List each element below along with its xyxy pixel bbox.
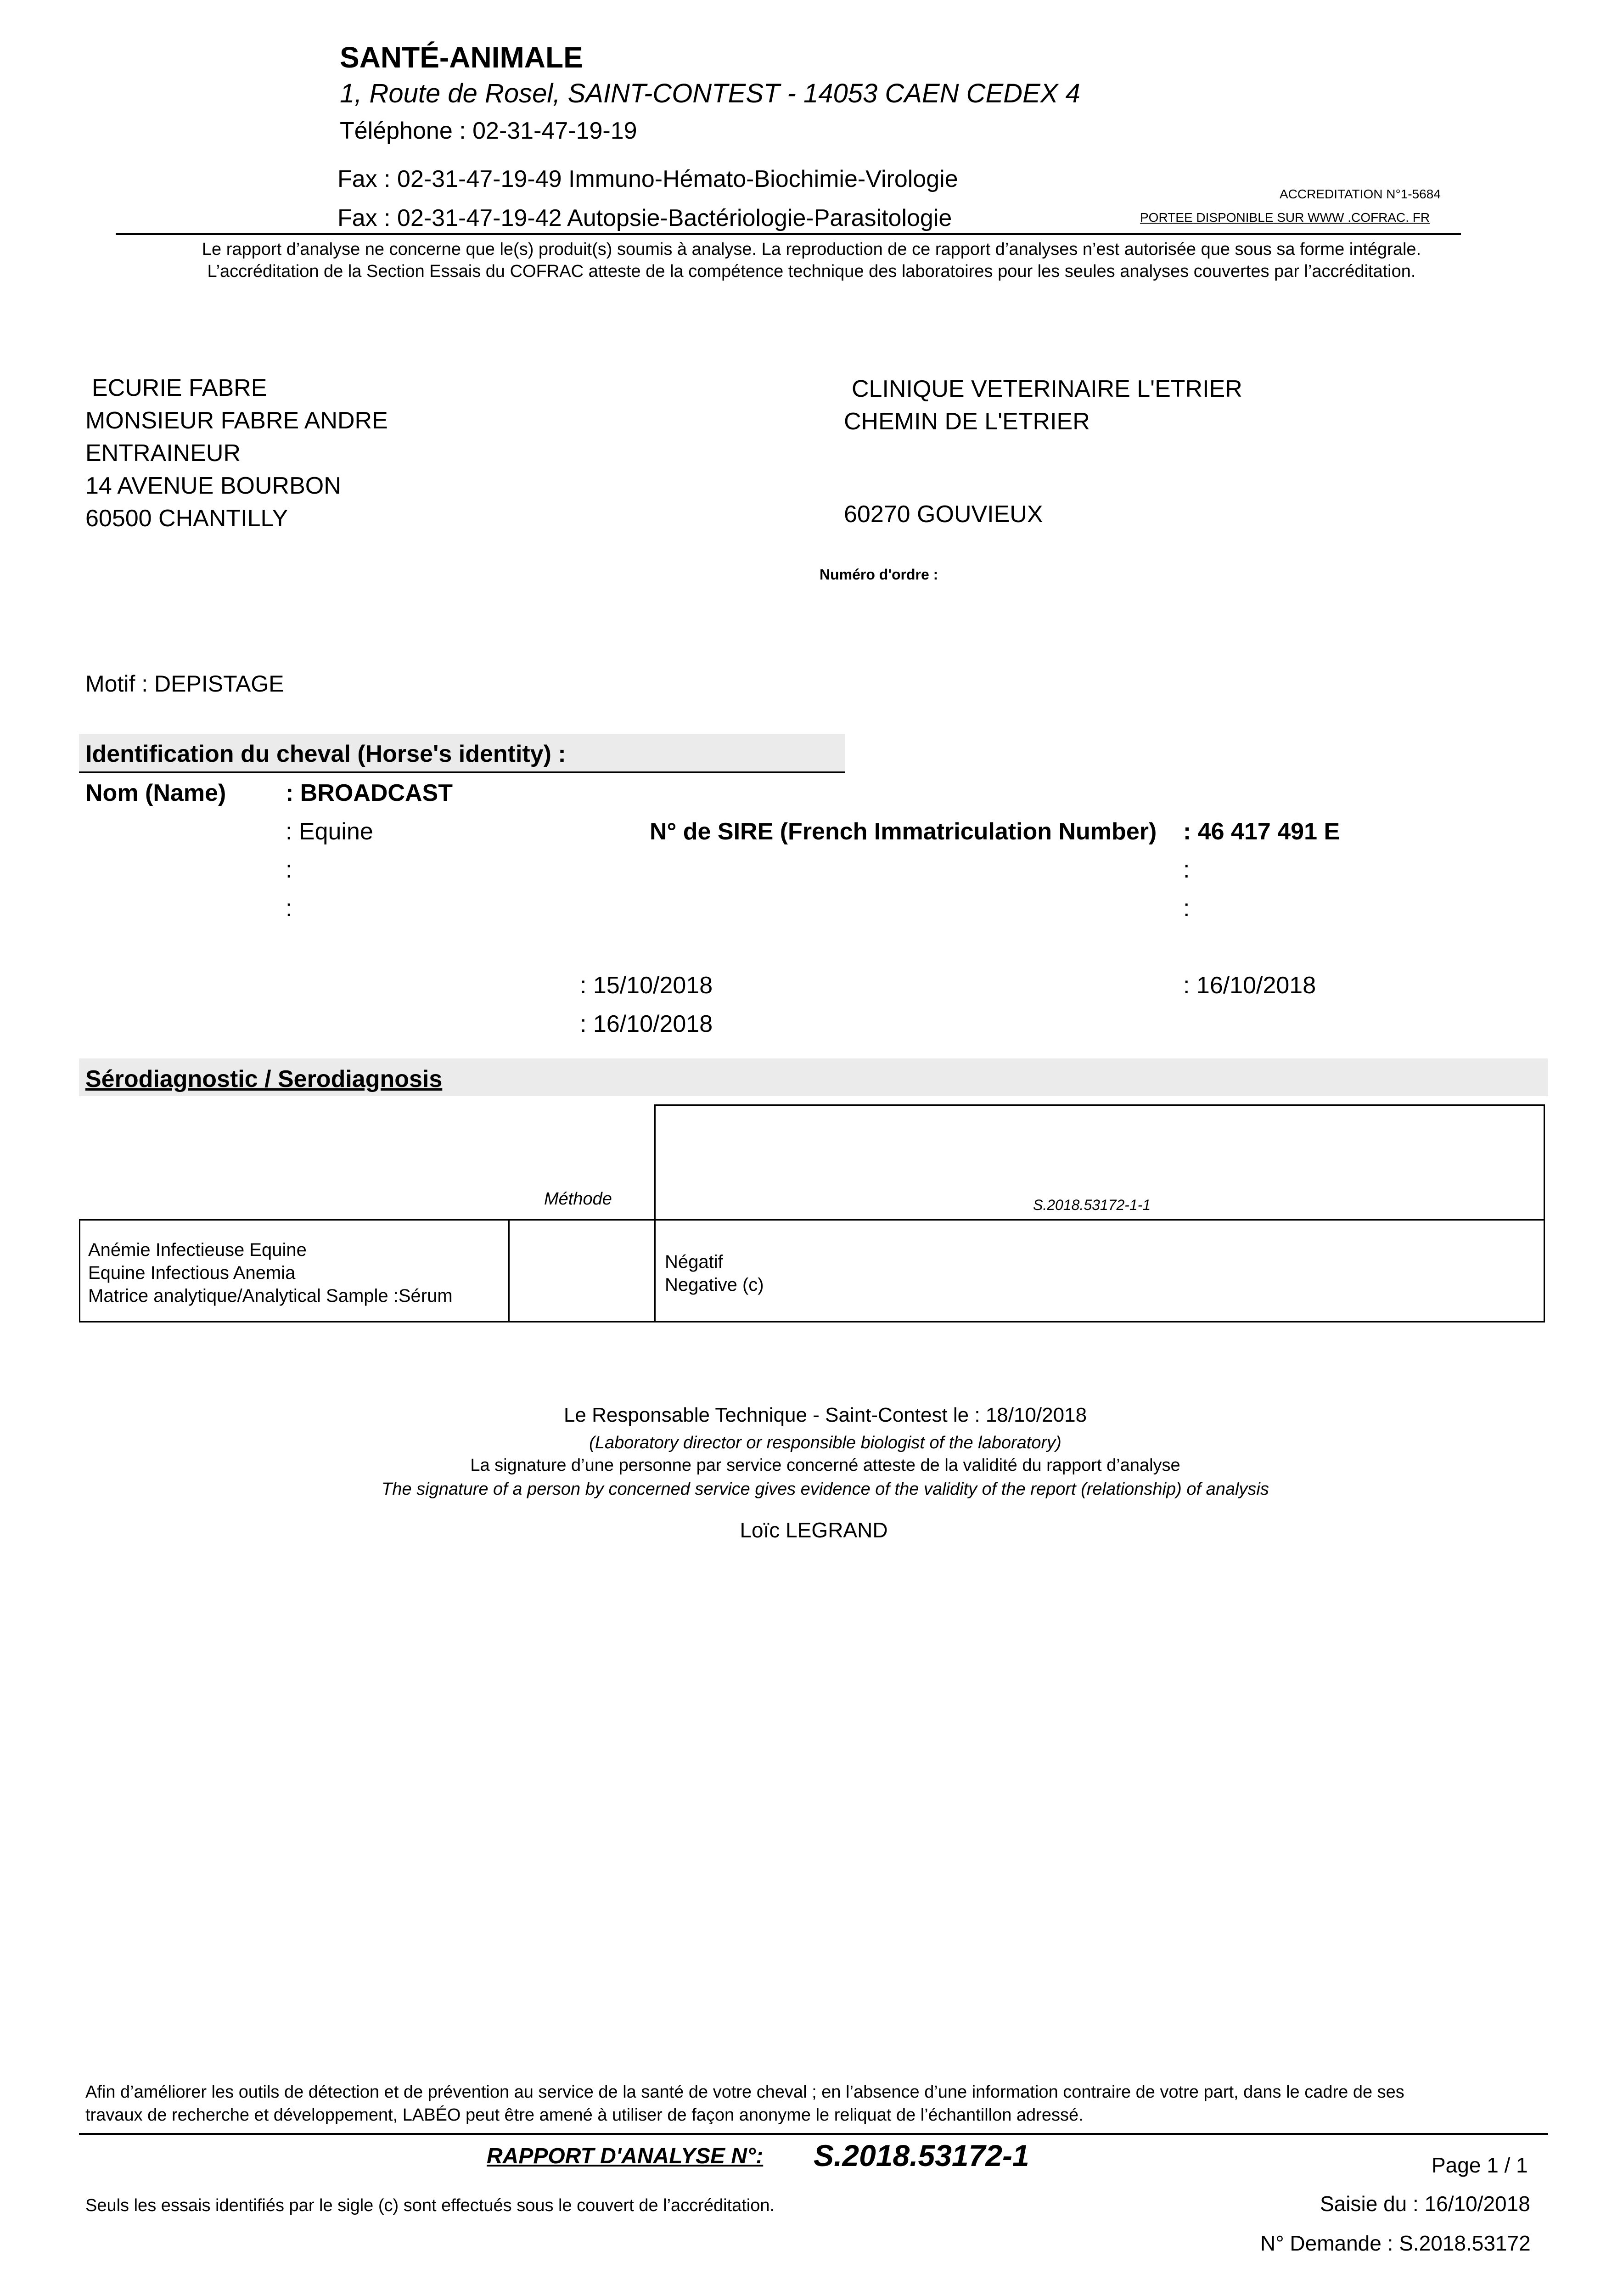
- sire-label: N° de SIRE (French Immatriculation Number): [650, 818, 1157, 845]
- page-indicator: Page 1 / 1: [1432, 2153, 1528, 2177]
- signature-line-4: The signature of a person by concerned service gives evidence of the validity of the report (relationship) of analysis: [382, 1480, 1269, 1499]
- results-divider-2: [654, 1219, 656, 1322]
- blank-field-1: :: [286, 856, 292, 883]
- signature-line-3: La signature d’une personne par service concerné atteste de la validité du rapport d’analyse: [470, 1456, 1180, 1475]
- demande-number: N° Demande : S.2018.53172: [1260, 2231, 1531, 2255]
- date-field-2: : 16/10/2018: [1183, 972, 1316, 999]
- lab-fax-2: Fax : 02-31-47-19-42 Autopsie-Bactériologie-Parasitologie: [337, 205, 952, 231]
- footer-info-line-2: travaux de recherche et développement, LABÉO peut être amené à utiliser de façon anonyme le reliquat de l’échantillon adressé.: [85, 2105, 1084, 2125]
- footer-rule: [79, 2133, 1548, 2135]
- saisie-date: Saisie du : 16/10/2018: [1320, 2192, 1530, 2216]
- report-label: RAPPORT D'ANALYSE N°:: [487, 2144, 764, 2168]
- report-number: S.2018.53172-1: [814, 2138, 1029, 2172]
- header-rule: [116, 233, 1461, 235]
- signature-line-2: (Laboratory director or responsible biologist of the laboratory): [589, 1433, 1061, 1452]
- blank-field-3: :: [286, 895, 292, 922]
- serodiagnostic-heading: Sérodiagnostic / Serodiagnosis: [85, 1066, 443, 1092]
- horse-name-label: Nom (Name): [85, 780, 226, 806]
- notice-line-1: Le rapport d’analyse ne concerne que le(s) produit(s) soumis à analyse. La reproduction de ce rapport d’analyses n’est autorisée que sous sa forme intégrale.: [202, 240, 1421, 259]
- method-header: Méthode: [544, 1189, 612, 1209]
- order-number-label: Numéro d'ordre :: [820, 566, 938, 583]
- result-en: Negative (c): [665, 1275, 764, 1295]
- identification-heading: Identification du cheval (Horse's identity) :: [85, 741, 566, 767]
- clinic-line-1: CLINIQUE VETERINAIRE L'ETRIER: [852, 376, 1242, 402]
- clinic-line-3: 60270 GOUVIEUX: [844, 501, 1043, 528]
- date-field-1: : 15/10/2018: [580, 972, 713, 999]
- test-name-en: Equine Infectious Anemia: [88, 1263, 296, 1283]
- owner-line-5: 60500 CHANTILLY: [85, 505, 288, 532]
- blank-field-2: :: [1183, 856, 1190, 883]
- signature-line-1: Le Responsable Technique - Saint-Contest le : 18/10/2018: [563, 1404, 1087, 1426]
- blank-field-4: :: [1183, 895, 1190, 922]
- lab-telephone: Téléphone : 02-31-47-19-19: [340, 118, 637, 144]
- owner-line-3: ENTRAINEUR: [85, 440, 241, 467]
- notice-line-2: L’accréditation de la Section Essais du COFRAC atteste de la compétence technique des laboratoires pour les seules analyses couvertes par l’accréditation.: [207, 262, 1416, 281]
- accreditation-note: Seuls les essais identifiés par le sigle (c) sont effectués sous le couvert de l’accréditation.: [85, 2196, 775, 2215]
- footer-info-line-1: Afin d’améliorer les outils de détection et de prévention au service de la santé de votre cheval ; en l’absence d’une information contraire de votre part, dans le cadre de ses: [85, 2082, 1404, 2102]
- lab-name: SANTÉ-ANIMALE: [340, 41, 583, 74]
- sample-id: S.2018.53172-1-1: [1033, 1197, 1151, 1213]
- signature-name: Loïc LEGRAND: [740, 1518, 888, 1542]
- owner-line-4: 14 AVENUE BOURBON: [85, 473, 341, 499]
- result-fr: Négatif: [665, 1252, 723, 1272]
- owner-line-1: ECURIE FABRE: [92, 375, 267, 401]
- accreditation-number: ACCREDITATION N°1-5684: [1280, 187, 1441, 201]
- lab-address: 1, Route de Rosel, SAINT-CONTEST - 14053 CAEN CEDEX 4: [340, 79, 1080, 108]
- sire-value: : 46 417 491 E: [1183, 818, 1340, 845]
- lab-fax-1: Fax : 02-31-47-19-49 Immuno-Hémato-Biochimie-Virologie: [337, 166, 958, 192]
- test-matrix: Matrice analytique/Analytical Sample :Sérum: [88, 1286, 453, 1306]
- motif: Motif : DEPISTAGE: [85, 671, 284, 697]
- date-field-3: : 16/10/2018: [580, 1011, 713, 1037]
- horse-name-value: : BROADCAST: [286, 780, 453, 806]
- horse-species-value: : Equine: [286, 818, 373, 845]
- clinic-line-2: CHEMIN DE L'ETRIER: [844, 408, 1090, 435]
- test-name-fr: Anémie Infectieuse Equine: [88, 1240, 307, 1260]
- results-divider-1: [508, 1219, 510, 1322]
- identification-rule: [79, 771, 845, 773]
- owner-line-2: MONSIEUR FABRE ANDRE: [85, 407, 388, 434]
- cofrac-link[interactable]: PORTEE DISPONIBLE SUR WWW .COFRAC. FR: [1140, 210, 1430, 225]
